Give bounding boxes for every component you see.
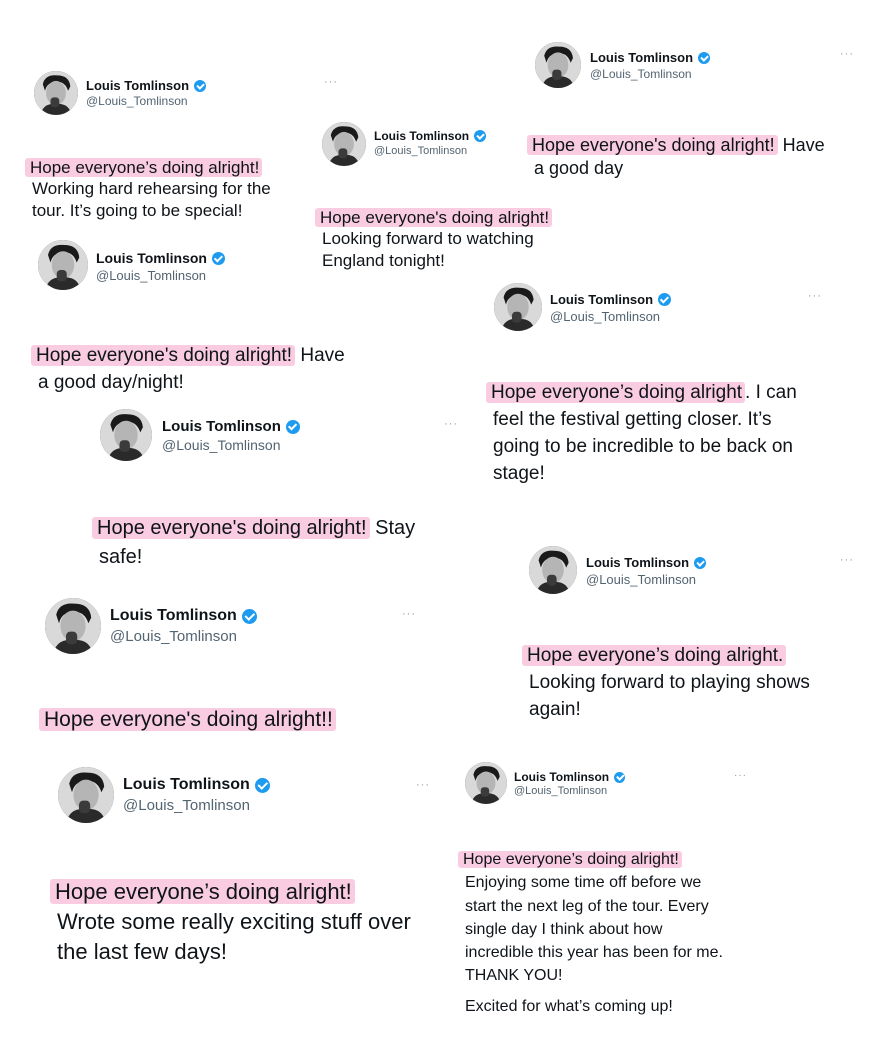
- tweet-text-rest: . I can feel the festival getting closer. It’s going to be incredible to be back on stage!: [493, 381, 797, 484]
- profile-photo-icon: [34, 71, 78, 115]
- tweet-text-rest: Working hard rehearsing for the tour. It’s going to be special!: [32, 179, 271, 220]
- author-handle[interactable]: @Louis_Tomlinson: [550, 309, 661, 324]
- verified-badge-icon: [242, 609, 257, 624]
- author-handle[interactable]: @Louis_Tomlinson: [96, 268, 207, 283]
- author-handle[interactable]: @Louis_Tomlinson: [86, 94, 188, 108]
- more-options-icon[interactable]: ···: [402, 608, 416, 620]
- highlighted-phrase: Hope everyone's doing alright!: [33, 345, 295, 366]
- tweet-text: [529, 616, 859, 724]
- verified-badge-icon: [474, 130, 486, 142]
- author-name[interactable]: Louis Tomlinson: [123, 776, 250, 793]
- author-handle[interactable]: @Louis_Tomlinson: [110, 628, 237, 645]
- highlighted-phrase: Hope everyone’s doing alright!: [52, 879, 355, 904]
- profile-photo-icon: [322, 122, 366, 166]
- highlighted-phrase: Hope everyone’s doing alright!: [27, 158, 262, 177]
- verified-badge-icon: [255, 778, 270, 793]
- tweet-text: [38, 314, 398, 397]
- verified-badge-icon: [698, 52, 710, 64]
- author-name[interactable]: Louis Tomlinson: [586, 555, 690, 570]
- author-name[interactable]: Louis Tomlinson: [374, 129, 470, 143]
- verified-badge-icon: [658, 293, 671, 306]
- author-handle[interactable]: @Louis_Tomlinson: [123, 797, 250, 814]
- tweet-text: [534, 111, 864, 180]
- tweet-text-rest: Enjoying some time off before we start the next leg of the tour. Every single day I think about how incredible this year has been for me. THANK YOU!: [465, 874, 723, 985]
- author-handle[interactable]: @Louis_Tomlinson: [162, 437, 281, 453]
- author-handle[interactable]: @Louis_Tomlinson: [514, 785, 608, 797]
- highlighted-phrase: Hope everyone's doing alright!: [529, 135, 778, 155]
- author-name[interactable]: Louis Tomlinson: [590, 50, 694, 65]
- highlighted-phrase: Hope everyone’s doing alright.: [524, 645, 786, 666]
- author-name[interactable]: Louis Tomlinson: [86, 78, 190, 93]
- tweet-text-rest: Wrote some really exciting stuff over the last few days!: [57, 908, 411, 964]
- more-options-icon[interactable]: ···: [324, 76, 338, 88]
- verified-badge-icon: [212, 252, 225, 265]
- tweet-text: [57, 847, 447, 967]
- avatar[interactable]: [38, 240, 88, 290]
- avatar[interactable]: [529, 546, 577, 594]
- tweet-text: [46, 680, 406, 733]
- highlighted-phrase: Hope everyone's doing alright!: [317, 208, 552, 227]
- profile-photo-icon: [465, 762, 507, 804]
- tweet-text: [493, 353, 853, 488]
- profile-photo-icon: [494, 283, 542, 331]
- avatar[interactable]: [465, 762, 507, 804]
- avatar[interactable]: [34, 71, 78, 115]
- verified-badge-icon: [286, 420, 300, 434]
- author-name[interactable]: Louis Tomlinson: [110, 607, 237, 624]
- avatar[interactable]: [535, 42, 581, 88]
- tweet-text-extra: Excited for what’s coming up!: [465, 998, 673, 1016]
- tweet-text-rest: Stay safe!: [99, 517, 416, 568]
- verified-badge-icon: [614, 772, 625, 783]
- author-name[interactable]: Louis Tomlinson: [514, 770, 610, 784]
- avatar[interactable]: [45, 598, 101, 654]
- more-options-icon[interactable]: ···: [840, 554, 854, 566]
- more-options-icon[interactable]: ···: [808, 290, 822, 302]
- tweet-text: [465, 825, 765, 1042]
- avatar[interactable]: [58, 767, 114, 823]
- highlighted-phrase: Hope everyone's doing alright!: [94, 517, 370, 539]
- profile-photo-icon: [45, 598, 101, 654]
- more-options-icon[interactable]: ···: [416, 779, 430, 791]
- profile-photo-icon: [100, 409, 152, 461]
- tweet-text-rest: Looking forward to watching England tonight!: [322, 229, 534, 270]
- highlighted-phrase: Hope everyone’s doing alright!: [460, 851, 682, 868]
- tweet-text: [322, 185, 622, 271]
- profile-photo-icon: [58, 767, 114, 823]
- avatar[interactable]: [494, 283, 542, 331]
- author-name[interactable]: Louis Tomlinson: [550, 292, 654, 307]
- author-name[interactable]: Louis Tomlinson: [162, 418, 281, 435]
- tweet-text-rest: Looking forward to playing shows again!: [529, 671, 810, 720]
- more-options-icon[interactable]: ···: [444, 418, 458, 430]
- tweet-text: [32, 135, 322, 221]
- highlighted-phrase: Hope everyone's doing alright!!: [41, 708, 336, 731]
- profile-photo-icon: [38, 240, 88, 290]
- more-options-icon[interactable]: ···: [840, 48, 854, 60]
- verified-badge-icon: [194, 80, 206, 92]
- profile-photo-icon: [529, 546, 577, 594]
- tweet-text: [99, 485, 469, 572]
- tweet-text-rest: Have a good day/night!: [38, 344, 345, 394]
- author-handle[interactable]: @Louis_Tomlinson: [590, 67, 692, 81]
- more-options-icon[interactable]: ···: [734, 770, 747, 781]
- author-handle[interactable]: @Louis_Tomlinson: [586, 572, 697, 587]
- verified-badge-icon: [694, 557, 706, 569]
- author-name[interactable]: Louis Tomlinson: [96, 250, 207, 266]
- avatar[interactable]: [100, 409, 152, 461]
- author-handle[interactable]: @Louis_Tomlinson: [374, 145, 468, 157]
- highlighted-phrase: Hope everyone’s doing alright: [488, 382, 745, 403]
- tweet-text-rest: Have a good day: [534, 134, 825, 178]
- profile-photo-icon: [535, 42, 581, 88]
- avatar[interactable]: [322, 122, 366, 166]
